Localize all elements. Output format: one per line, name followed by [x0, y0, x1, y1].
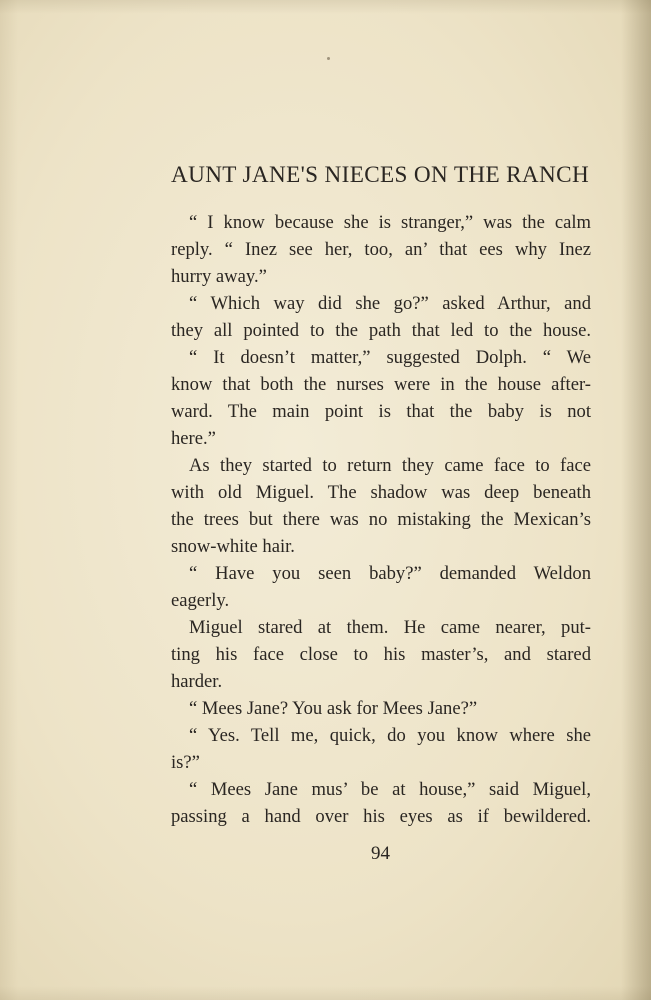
text-line: “ Yes. Tell me, quick, do you know where she — [189, 725, 591, 746]
text-line: “ Which way did she go?” asked Arthur, and — [189, 293, 591, 314]
text-line: harder. — [171, 671, 223, 692]
text-line: “ Mees Jane mus’ be at house,” said Miguel, — [189, 779, 591, 800]
page-number: 94 — [371, 843, 390, 864]
text-line: As they started to return they came face to face — [189, 455, 591, 476]
text-line: reply. “ Inez see her, too, an’ that ees why Inez — [171, 239, 591, 260]
text-line: the trees but there was no mistaking the Mexican’s — [171, 509, 591, 530]
text-line: hurry away.” — [171, 266, 267, 287]
body-text — [171, 209, 591, 830]
text-line: ward. The main point is that the baby is not — [171, 401, 591, 422]
paper-speck — [327, 57, 330, 60]
text-line: Miguel stared at them. He came nearer, put- — [189, 617, 591, 638]
text-line: “ I know because she is stranger,” was the calm — [189, 212, 591, 233]
text-line: snow-white hair. — [171, 536, 295, 557]
text-line: eagerly. — [171, 590, 230, 611]
text-line: they all pointed to the path that led to the house. — [171, 320, 591, 341]
text-line: “ It doesn’t matter,” suggested Dolph. “ We — [189, 347, 591, 368]
text-line: ting his face close to his master’s, and stared — [171, 644, 591, 665]
text-line: here.” — [171, 428, 216, 449]
text-line: “ Have you seen baby?” demanded Weldon — [189, 563, 591, 584]
text-line: passing a hand over his eyes as if bewildered. — [171, 806, 591, 827]
text-line: with old Miguel. The shadow was deep beneath — [171, 482, 591, 503]
running-head: AUNT JANE'S NIECES ON THE RANCH — [171, 162, 590, 188]
text-line: “ Mees Jane? You ask for Mees Jane?” — [189, 698, 478, 719]
text-line: is?” — [171, 752, 200, 773]
text-line: know that both the nurses were in the house after- — [171, 374, 591, 395]
